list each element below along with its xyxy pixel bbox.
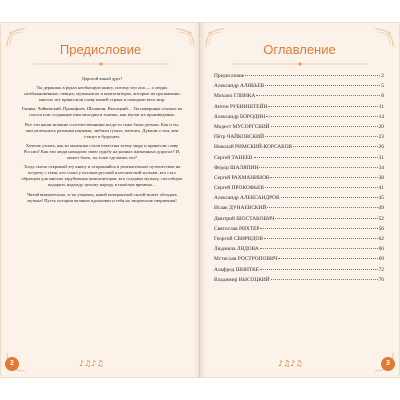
left-page: [0, 22, 200, 378]
toc-entry[interactable]: [214, 236, 384, 246]
preface-paragraph: Читай внимательно, и ты узнаешь, какой невероятной силой может обладать музыка! Пусть истории великих вдохновят и тебя на творческие свершения!: [26, 191, 178, 203]
toc-entry[interactable]: [214, 104, 384, 114]
toc-entry[interactable]: [214, 246, 384, 256]
svg-text:♪♫♪♫: ♪♫♪♫: [78, 359, 104, 367]
toc-entry-title: Святослав РИХТЕР: [214, 225, 260, 232]
toc-entry-page: 8: [381, 93, 384, 100]
toc-entry[interactable]: [214, 165, 384, 175]
toc-entry-title: Мстислав РОСТРОПОВИЧ: [214, 256, 278, 263]
table-of-contents: [214, 73, 384, 287]
preface-paragraph: Все эти наши великие соотечественники когда-то тоже были детьми. Как и ты, они увлекались разными науками, любили гулять, мечтать. Думали о том, кем станут в будущем.: [24, 121, 180, 139]
toc-entry-title: Модест МУСОРГСКИЙ: [214, 123, 270, 130]
toc-entry-page: 38: [378, 174, 384, 181]
toc-entry-page: 56: [378, 225, 384, 232]
toc-leader-dots: [264, 238, 378, 239]
toc-leader-dots: [271, 279, 378, 280]
toc-leader-dots: [293, 146, 378, 147]
toc-entry[interactable]: [214, 185, 384, 195]
toc-entry-title: Антон РУБИНШТЕЙН: [214, 103, 268, 110]
right-page: [200, 22, 400, 378]
toc-entry-page: 34: [378, 164, 384, 171]
music-notes-ornament-icon: [1, 354, 200, 372]
page-number: 3: [381, 357, 395, 371]
toc-entry-page: 23: [378, 134, 384, 141]
preface-paragraph: Глинка, Чайковский, Прокофьев, Шаляпин, Высоцкий… Ты наверняка слышал их голоса или созданные ими мелодии и знаешь, как звучат их произведения.: [21, 106, 183, 118]
toc-entry-page: 20: [378, 123, 384, 130]
toc-entry-title: Фёдор ШАЛЯПИН: [214, 164, 259, 171]
toc-entry-page: 41: [378, 185, 384, 192]
toc-entry-title: Исаак ДУНАЕВСКИЙ: [214, 205, 267, 212]
preface-paragraph: Тогда смело открывай эту книгу и отправляйся в увлекательное путешествие на встречу с теми, кто стоял у истоков русской классической музыки, кто стал образцом для многих зарубежных композиторов, кто создавал музыку, способную подарить надежду целому народу в тяжёлые времена…: [21, 164, 183, 188]
toc-entry[interactable]: [214, 267, 384, 277]
toc-entry[interactable]: [214, 73, 384, 83]
toc-leader-dots: [268, 106, 377, 107]
toc-entry-page: 66: [378, 246, 384, 253]
floral-divider-icon: [222, 61, 378, 67]
toc-entry[interactable]: [214, 226, 384, 236]
toc-leader-dots: [275, 218, 377, 219]
toc-entry[interactable]: [214, 195, 384, 205]
toc-entry[interactable]: [214, 256, 384, 266]
toc-entry-title: Пётр ЧАЙКОВСКИЙ: [214, 134, 264, 141]
page-title: Предисловие: [59, 42, 142, 57]
toc-entry-page: 45: [378, 195, 384, 202]
toc-entry-title: Николай РИМСКИЙ-КОРСАКОВ: [214, 144, 293, 151]
preface-paragraph: Ты держишь в руках необычную книгу, потому что она — о людях необыкновенных: певцах, музыкантах и композиторах, которые на протяжении многих лет приносили славу нашей стране и покоряли весь мир.: [24, 85, 180, 103]
toc-entry[interactable]: [214, 93, 384, 103]
toc-entry-page: 31: [378, 154, 384, 161]
toc-entry-title: Михаил ГЛИНКА: [214, 93, 256, 100]
toc-entry[interactable]: [214, 114, 384, 124]
toc-entry-title: Георгий СВИРИДОВ: [214, 236, 263, 242]
toc-entry-title: Сергей ПРОКОФЬЕВ: [214, 185, 265, 192]
toc-entry-page: 76: [378, 276, 384, 283]
toc-entry[interactable]: [214, 155, 384, 165]
toc-leader-dots: [265, 85, 380, 86]
preface-text: [21, 76, 183, 207]
toc-entry-title: Владимир ВЫСОЦКИЙ: [214, 276, 270, 283]
toc-leader-dots: [260, 228, 377, 229]
floral-divider-icon: [23, 61, 179, 67]
toc-entry-page: 26: [378, 144, 384, 151]
toc-entry-page: 69: [378, 256, 384, 263]
toc-entry-title: Предисловие: [214, 73, 245, 79]
toc-leader-dots: [245, 75, 380, 76]
toc-leader-dots: [254, 157, 378, 158]
toc-entry-title: Людмила ЛЯДОВА: [214, 246, 259, 253]
toc-entry[interactable]: [214, 83, 384, 93]
toc-leader-dots: [267, 207, 377, 208]
toc-entry-page: 5: [381, 83, 384, 90]
preface-greeting: Дорогой юный друг!: [81, 76, 123, 81]
toc-entry[interactable]: [214, 144, 384, 154]
toc-leader-dots: [266, 116, 378, 117]
toc-leader-dots: [260, 269, 378, 270]
toc-leader-dots: [278, 258, 377, 259]
toc-entry-page: 52: [378, 215, 384, 222]
svg-text:♪♫♪♫: ♪♫♪♫: [277, 359, 303, 367]
toc-leader-dots: [271, 126, 378, 127]
toc-entry-title: Сергей РАХМАНИНОВ: [214, 174, 270, 181]
toc-leader-dots: [265, 136, 378, 137]
toc-entry-page: 14: [378, 113, 384, 120]
music-notes-ornament-icon: [200, 354, 399, 372]
toc-entry[interactable]: [214, 134, 384, 144]
toc-entry-title: Сергей ТАНЕЕВ: [214, 154, 253, 161]
toc-entry-title: Александр АЛЕКСАНДРОВ: [214, 195, 280, 202]
toc-leader-dots: [265, 187, 378, 188]
toc-leader-dots: [260, 248, 378, 249]
toc-leader-dots: [256, 95, 380, 96]
toc-leader-dots: [281, 197, 378, 198]
toc-leader-dots: [259, 167, 377, 168]
toc-entry-page: 62: [378, 236, 384, 242]
page-title: Оглавление: [263, 42, 336, 57]
toc-entry-title: Дмитрий ШОСТАКОВИЧ: [214, 215, 275, 222]
toc-entry[interactable]: [214, 175, 384, 185]
page-number: 2: [5, 357, 19, 371]
toc-entry-title: Альфред ШНИТКЕ: [214, 266, 260, 273]
toc-entry[interactable]: [214, 124, 384, 134]
toc-entry-title: Александр АЛЯБЬЕВ: [214, 83, 265, 90]
toc-entry-title: Александр БОРОДИН: [214, 113, 266, 120]
toc-entry-page: 11: [378, 103, 384, 110]
toc-entry-page: 72: [378, 266, 384, 273]
toc-entry[interactable]: [214, 277, 384, 287]
toc-entry[interactable]: [214, 216, 384, 226]
toc-entry[interactable]: [214, 205, 384, 215]
toc-entry-page: 2: [381, 73, 384, 79]
preface-paragraph: Хочешь узнать, как из мальчика стали известны всему миру и принесли славу России? Как эти люди находили свою судьбу на разных жизненных дорогах? И, может быть, ты тоже сделаешь это?: [23, 142, 181, 161]
toc-leader-dots: [270, 177, 377, 178]
toc-entry-page: 49: [378, 205, 384, 212]
